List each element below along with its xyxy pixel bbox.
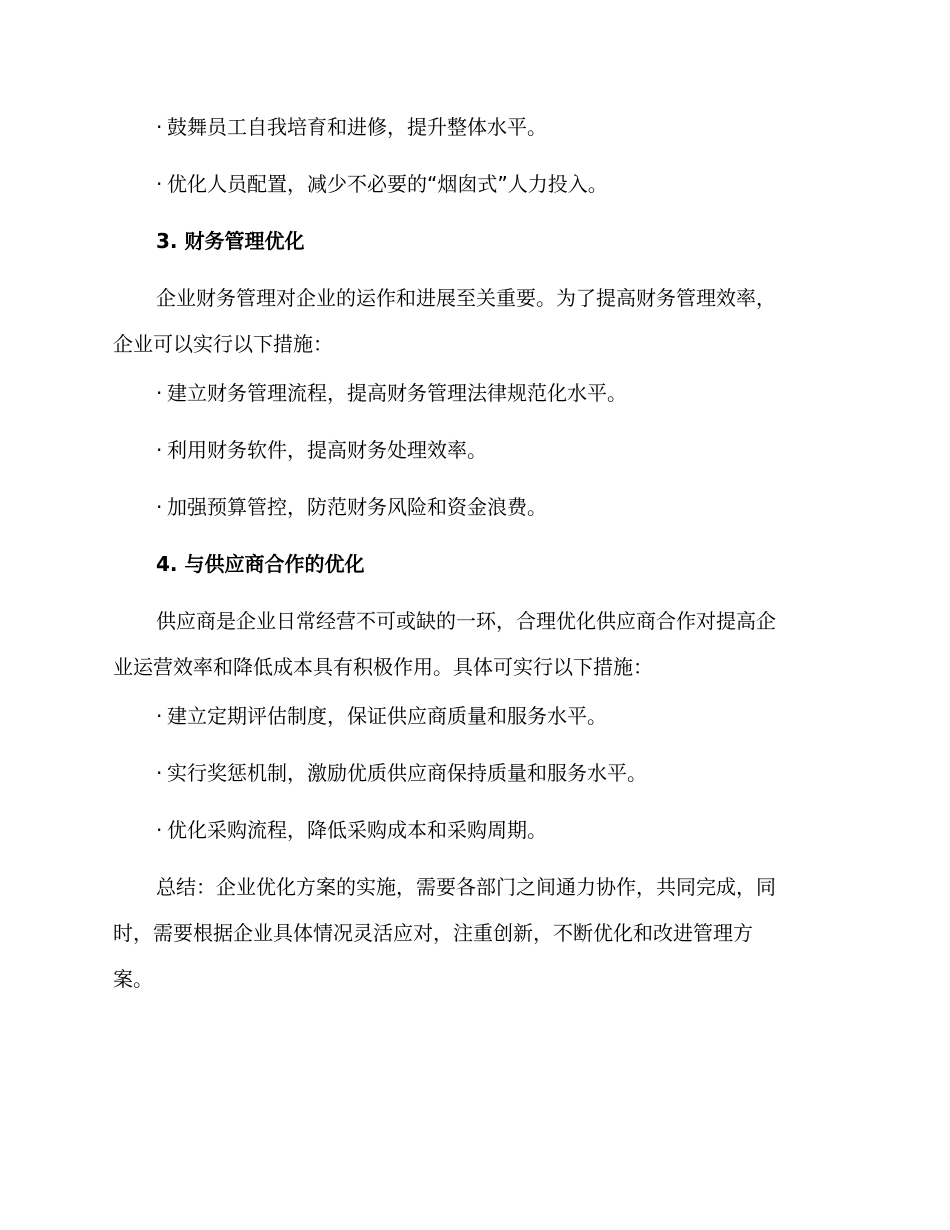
paragraph-line: 企业可以实行以下措施： (113, 332, 333, 356)
bullet-dot: · (156, 381, 163, 405)
bullet-text: 加强预算管控，防范财务风险和资金浪费。 (167, 495, 547, 519)
paragraph-line: 总结：企业优化方案的实施，需要各部门之间通力协作，共同完成，同 (156, 875, 776, 899)
bullet-text: 鼓舞员工自我培育和进修，提升整体水平。 (167, 115, 547, 139)
paragraph-line: 案。 (113, 967, 153, 991)
paragraph-line: 供应商是企业日常经营不可或缺的一环，合理优化供应商合作对提高企 (156, 609, 776, 633)
document-body (113, 112, 833, 1013)
bullet-text: 利用财务软件，提高财务处理效率。 (167, 438, 487, 462)
bullet-dot: · (156, 172, 163, 196)
paragraph-finance (113, 275, 833, 367)
paragraph-summary (113, 864, 833, 1002)
paragraph-line: 企业财务管理对企业的运作和进展至关重要。为了提高财务管理效率， (156, 286, 776, 310)
bullet-text: 实行奖惩机制，激励优质供应商保持质量和服务水平。 (167, 761, 647, 785)
bullet-item (113, 169, 833, 199)
bullet-item (113, 492, 833, 522)
bullet-dot: · (156, 438, 163, 462)
paragraph-supplier (113, 598, 833, 690)
section-heading-3: 3. 财务管理优化 (156, 229, 305, 253)
bullet-text: 优化采购流程，降低采购成本和采购周期。 (167, 818, 547, 842)
paragraph-line: 时，需要根据企业具体情况灵活应对，注重创新，不断优化和改进管理方 (113, 921, 753, 945)
bullet-item (113, 112, 833, 142)
bullet-item (113, 758, 833, 788)
bullet-text: 建立财务管理流程，提高财务管理法律规范化水平。 (167, 381, 627, 405)
bullet-dot: · (156, 704, 163, 728)
bullet-dot: · (156, 761, 163, 785)
bullet-dot: · (156, 115, 163, 139)
section-heading-4: 4. 与供应商合作的优化 (156, 552, 365, 576)
bullet-text: 建立定期评估制度，保证供应商质量和服务水平。 (167, 704, 607, 728)
bullet-item (113, 378, 833, 408)
paragraph-line: 业运营效率和降低成本具有积极作用。具体可实行以下措施： (113, 655, 653, 679)
bullet-item (113, 701, 833, 731)
bullet-text: 优化人员配置，减少不必要的“烟囱式”人力投入。 (167, 172, 608, 196)
bullet-item (113, 435, 833, 465)
bullet-dot: · (156, 818, 163, 842)
bullet-dot: · (156, 495, 163, 519)
bullet-item (113, 815, 833, 845)
